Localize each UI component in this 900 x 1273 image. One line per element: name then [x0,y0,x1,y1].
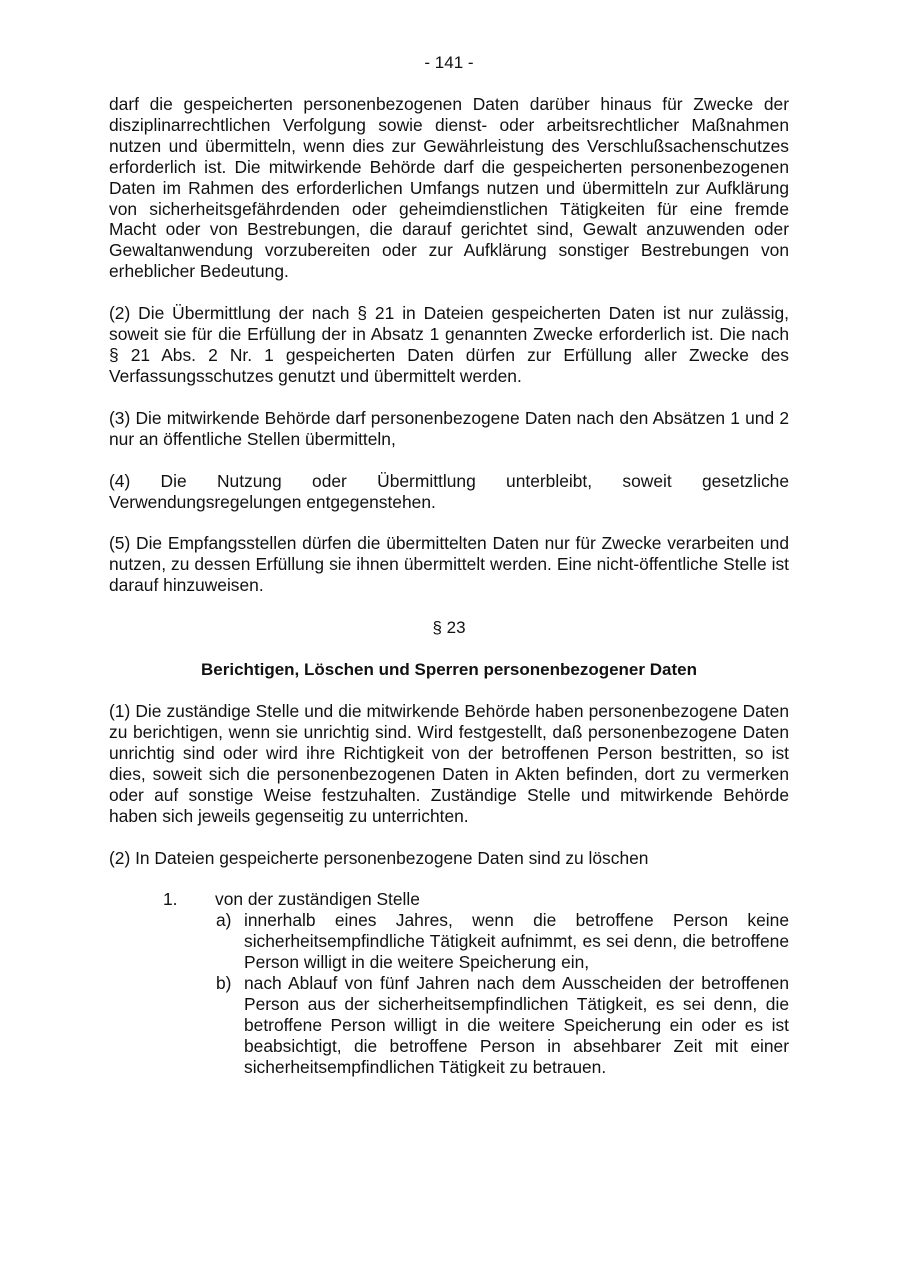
sub-item-label: b) [216,973,232,994]
sub-item-text: nach Ablauf von fünf Jahren nach dem Ausscheiden der betroffenen Person aus der sicherheitsempfindlichen Tätigkeit, es sei denn, die betroffene Person willigt in die weitere Speicherung ein oder es ist beabsichtigt, die betroffene Person in absehbarer Zeit mit einer sicherheitsempfindlichen Tätigkeit zu betrauen. [244,973,789,1077]
section22-paragraph-5: (5) Die Empfangsstellen dürfen die übermittelten Daten nur für Zwecke verarbeiten und nutzen, zu dessen Erfüllung sie ihnen übermittelt werden. Eine nicht-öffentliche Stelle ist darauf hinzuweisen. [109,533,789,596]
sub-item-a [109,910,789,973]
deletion-list [109,889,789,1077]
section-heading: Berichtigen, Löschen und Sperren personenbezogener Daten [201,660,697,680]
sub-item-text: innerhalb eines Jahres, wenn die betroffene Person keine sicherheitsempfindliche Tätigkeit aufnimmt, es sei denn, die betroffene Person willigt in die weitere Speicherung ein, [244,910,789,973]
section-number: § 23 [432,618,466,638]
section23-paragraph-2: (2) In Dateien gespeicherte personenbezogene Daten sind zu löschen [109,847,649,868]
intro-paragraph: darf die gespeicherten personenbezogenen Daten darüber hinaus für Zwecke der disziplinarrechtlichen Verfolgung sowie dienst- oder arbeitsrechtlicher Maßnahmen nutzen und übermitteln, wenn dies zur Gewährleistung des Verschlußsachenschutzes erforderlich ist. Die mitwirkende Behörde darf die gespeicherten personenbezogenen Daten im Rahmen des erforderlichen Umfangs nutzen und übermitteln zur Aufklärung von sicherheitsgefährdenden oder geheimdienstlichen Tätigkeiten für eine fremde Macht oder von Bestrebungen, die darauf gerichtet sind, Gewalt anzuwenden oder Gewaltanwendung vorzubereiten oder zur Aufklärung sonstiger Bestrebungen von erheblicher Bedeutung. [109,94,789,282]
section23-paragraph-1: (1) Die zuständige Stelle und die mitwirkende Behörde haben personenbezogene Daten zu berichtigen, wenn sie unrichtig sind. Wird festgestellt, daß personenbezogene Daten unrichtig sind oder wird ihre Richtigkeit von der betroffenen Person bestritten, so ist dies, soweit sich die personenbezogenen Daten in Akten befinden, dort zu vermerken oder auf sonstige Weise festzuhalten. Zuständige Stelle und mitwirkende Behörde haben sich jeweils gegenseitig zu unterrichten. [109,701,789,826]
sub-item-label: a) [216,910,232,931]
list-item [109,889,789,910]
list-item-number: 1. [163,889,178,910]
list-item-text: von der zuständigen Stelle [215,889,420,910]
section22-paragraph-3: (3) Die mitwirkende Behörde darf personenbezogene Daten nach den Absätzen 1 und 2 nur an öffentliche Stellen übermitteln, [109,407,789,449]
page-number: - 141 - [424,53,474,72]
sub-item-b [109,973,789,1078]
section22-paragraph-2: (2) Die Übermittlung der nach § 21 in Dateien gespeicherten Daten ist nur zulässig, soweit sie für die Erfüllung der in Absatz 1 genannten Zwecke erforderlich ist. Die nach § 21 Abs. 2 Nr. 1 gespeicherten Daten dürfen zur Erfüllung aller Zwecke des Verfassungsschutzes genutzt und übermittelt werden. [109,303,789,386]
section22-paragraph-4: (4) Die Nutzung oder Übermittlung unterbleibt, soweit gesetzliche Verwendungsregelungen entgegenstehen. [109,470,789,512]
document-page [109,52,789,1078]
